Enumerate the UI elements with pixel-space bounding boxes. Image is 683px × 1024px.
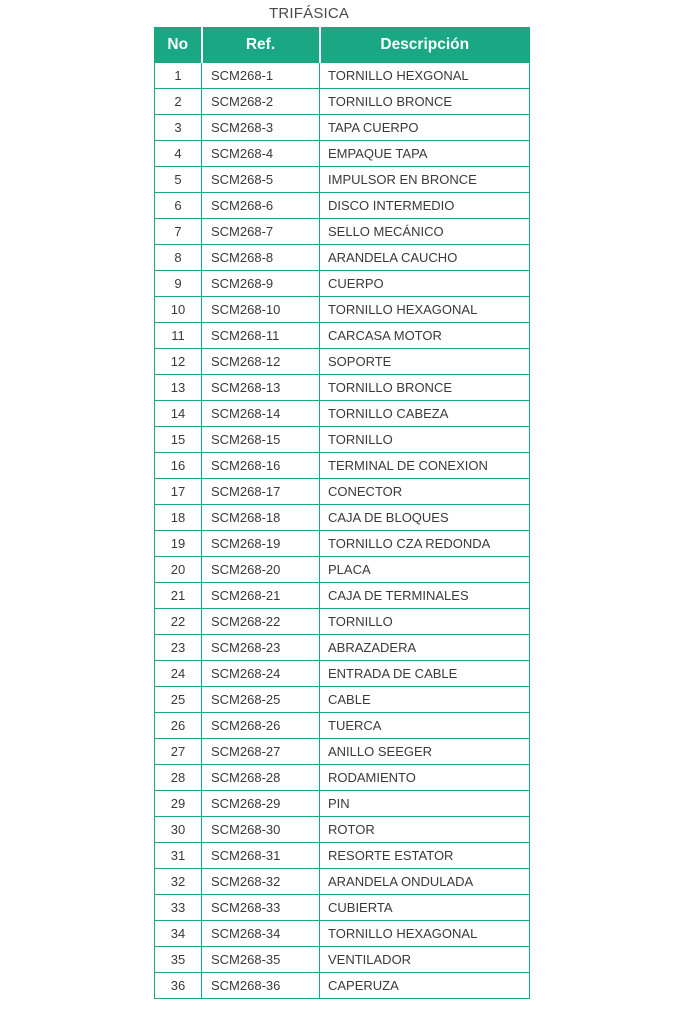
row-description: TORNILLO bbox=[320, 609, 530, 635]
row-number: 6 bbox=[155, 193, 202, 219]
row-number: 20 bbox=[155, 557, 202, 583]
table-row bbox=[155, 453, 530, 479]
table-header bbox=[155, 28, 530, 63]
row-reference: SCM268-32 bbox=[202, 869, 320, 895]
row-description: TORNILLO CZA REDONDA bbox=[320, 531, 530, 557]
table-row bbox=[155, 765, 530, 791]
row-number: 2 bbox=[155, 89, 202, 115]
row-reference: SCM268-27 bbox=[202, 739, 320, 765]
row-description: TERMINAL DE CONEXION bbox=[320, 453, 530, 479]
row-description: SOPORTE bbox=[320, 349, 530, 375]
row-number: 16 bbox=[155, 453, 202, 479]
row-reference: SCM268-21 bbox=[202, 583, 320, 609]
table-row bbox=[155, 531, 530, 557]
row-reference: SCM268-4 bbox=[202, 141, 320, 167]
table-row bbox=[155, 661, 530, 687]
row-reference: SCM268-28 bbox=[202, 765, 320, 791]
row-description: ROTOR bbox=[320, 817, 530, 843]
table-row bbox=[155, 193, 530, 219]
row-number: 15 bbox=[155, 427, 202, 453]
table-row bbox=[155, 947, 530, 973]
row-description: DISCO INTERMEDIO bbox=[320, 193, 530, 219]
table-row bbox=[155, 557, 530, 583]
row-number: 24 bbox=[155, 661, 202, 687]
row-description: RESORTE ESTATOR bbox=[320, 843, 530, 869]
row-reference: SCM268-5 bbox=[202, 167, 320, 193]
row-reference: SCM268-14 bbox=[202, 401, 320, 427]
row-description: TORNILLO HEXAGONAL bbox=[320, 297, 530, 323]
table-row bbox=[155, 843, 530, 869]
table-row bbox=[155, 817, 530, 843]
row-reference: SCM268-26 bbox=[202, 713, 320, 739]
table-row bbox=[155, 375, 530, 401]
row-number: 29 bbox=[155, 791, 202, 817]
row-description: CAJA DE TERMINALES bbox=[320, 583, 530, 609]
table-row bbox=[155, 271, 530, 297]
row-reference: SCM268-33 bbox=[202, 895, 320, 921]
row-number: 30 bbox=[155, 817, 202, 843]
row-number: 35 bbox=[155, 947, 202, 973]
table-row bbox=[155, 583, 530, 609]
row-reference: SCM268-19 bbox=[202, 531, 320, 557]
table-row bbox=[155, 479, 530, 505]
row-description: TORNILLO CABEZA bbox=[320, 401, 530, 427]
row-reference: SCM268-20 bbox=[202, 557, 320, 583]
row-description: RODAMIENTO bbox=[320, 765, 530, 791]
row-reference: SCM268-12 bbox=[202, 349, 320, 375]
row-description: IMPULSOR EN BRONCE bbox=[320, 167, 530, 193]
row-reference: SCM268-15 bbox=[202, 427, 320, 453]
table-row bbox=[155, 895, 530, 921]
table-row bbox=[155, 349, 530, 375]
row-reference: SCM268-3 bbox=[202, 115, 320, 141]
row-description: ARANDELA ONDULADA bbox=[320, 869, 530, 895]
table-body bbox=[155, 63, 530, 999]
row-reference: SCM268-22 bbox=[202, 609, 320, 635]
row-reference: SCM268-30 bbox=[202, 817, 320, 843]
row-number: 10 bbox=[155, 297, 202, 323]
table-row bbox=[155, 297, 530, 323]
row-number: 11 bbox=[155, 323, 202, 349]
row-description: CONECTOR bbox=[320, 479, 530, 505]
row-number: 32 bbox=[155, 869, 202, 895]
column-header-ref: Ref. bbox=[202, 28, 320, 63]
row-number: 12 bbox=[155, 349, 202, 375]
row-reference: SCM268-1 bbox=[202, 63, 320, 89]
table-row bbox=[155, 89, 530, 115]
row-description: CARCASA MOTOR bbox=[320, 323, 530, 349]
row-number: 3 bbox=[155, 115, 202, 141]
row-reference: SCM268-24 bbox=[202, 661, 320, 687]
row-description: PLACA bbox=[320, 557, 530, 583]
table-row bbox=[155, 323, 530, 349]
row-description: PIN bbox=[320, 791, 530, 817]
row-description: CABLE bbox=[320, 687, 530, 713]
row-description: TORNILLO bbox=[320, 427, 530, 453]
table-row bbox=[155, 115, 530, 141]
table-row bbox=[155, 973, 530, 999]
table-row bbox=[155, 401, 530, 427]
row-reference: SCM268-36 bbox=[202, 973, 320, 999]
row-number: 5 bbox=[155, 167, 202, 193]
row-description: CAJA DE BLOQUES bbox=[320, 505, 530, 531]
row-description: VENTILADOR bbox=[320, 947, 530, 973]
row-reference: SCM268-31 bbox=[202, 843, 320, 869]
row-reference: SCM268-25 bbox=[202, 687, 320, 713]
row-reference: SCM268-6 bbox=[202, 193, 320, 219]
header-row bbox=[155, 28, 530, 63]
table-row bbox=[155, 635, 530, 661]
row-description: TORNILLO BRONCE bbox=[320, 375, 530, 401]
row-reference: SCM268-2 bbox=[202, 89, 320, 115]
row-number: 34 bbox=[155, 921, 202, 947]
row-description: CUERPO bbox=[320, 271, 530, 297]
row-description: ENTRADA DE CABLE bbox=[320, 661, 530, 687]
row-reference: SCM268-9 bbox=[202, 271, 320, 297]
table-row bbox=[155, 505, 530, 531]
table-row bbox=[155, 687, 530, 713]
row-description: CAPERUZA bbox=[320, 973, 530, 999]
row-number: 21 bbox=[155, 583, 202, 609]
row-number: 23 bbox=[155, 635, 202, 661]
column-header-description: Descripción bbox=[320, 28, 530, 63]
table-row bbox=[155, 427, 530, 453]
table-row bbox=[155, 141, 530, 167]
row-reference: SCM268-18 bbox=[202, 505, 320, 531]
table-row bbox=[155, 167, 530, 193]
row-reference: SCM268-34 bbox=[202, 921, 320, 947]
column-header-no: No bbox=[155, 28, 202, 63]
row-reference: SCM268-8 bbox=[202, 245, 320, 271]
row-reference: SCM268-10 bbox=[202, 297, 320, 323]
row-reference: SCM268-35 bbox=[202, 947, 320, 973]
row-number: 17 bbox=[155, 479, 202, 505]
row-number: 31 bbox=[155, 843, 202, 869]
row-reference: SCM268-29 bbox=[202, 791, 320, 817]
row-description: TORNILLO HEXAGONAL bbox=[320, 921, 530, 947]
table-row bbox=[155, 921, 530, 947]
row-reference: SCM268-17 bbox=[202, 479, 320, 505]
table-row bbox=[155, 609, 530, 635]
row-number: 8 bbox=[155, 245, 202, 271]
table-row bbox=[155, 791, 530, 817]
row-description: CUBIERTA bbox=[320, 895, 530, 921]
row-reference: SCM268-13 bbox=[202, 375, 320, 401]
row-number: 28 bbox=[155, 765, 202, 791]
table-row bbox=[155, 63, 530, 89]
row-reference: SCM268-11 bbox=[202, 323, 320, 349]
row-number: 22 bbox=[155, 609, 202, 635]
page-title: TRIFÁSICA bbox=[269, 5, 350, 22]
table-row bbox=[155, 869, 530, 895]
row-description: TUERCA bbox=[320, 713, 530, 739]
table-row bbox=[155, 245, 530, 271]
row-number: 9 bbox=[155, 271, 202, 297]
row-number: 26 bbox=[155, 713, 202, 739]
table-row bbox=[155, 739, 530, 765]
row-number: 1 bbox=[155, 63, 202, 89]
row-description: ABRAZADERA bbox=[320, 635, 530, 661]
table-row bbox=[155, 219, 530, 245]
row-number: 14 bbox=[155, 401, 202, 427]
row-reference: SCM268-23 bbox=[202, 635, 320, 661]
row-description: TAPA CUERPO bbox=[320, 115, 530, 141]
row-number: 19 bbox=[155, 531, 202, 557]
row-number: 18 bbox=[155, 505, 202, 531]
row-number: 33 bbox=[155, 895, 202, 921]
row-number: 25 bbox=[155, 687, 202, 713]
row-number: 7 bbox=[155, 219, 202, 245]
row-number: 13 bbox=[155, 375, 202, 401]
row-description: SELLO MECÁNICO bbox=[320, 219, 530, 245]
row-number: 36 bbox=[155, 973, 202, 999]
row-description: TORNILLO BRONCE bbox=[320, 89, 530, 115]
row-description: ARANDELA CAUCHO bbox=[320, 245, 530, 271]
parts-table bbox=[154, 27, 530, 999]
row-description: EMPAQUE TAPA bbox=[320, 141, 530, 167]
row-number: 27 bbox=[155, 739, 202, 765]
row-description: ANILLO SEEGER bbox=[320, 739, 530, 765]
row-reference: SCM268-7 bbox=[202, 219, 320, 245]
table-row bbox=[155, 713, 530, 739]
row-number: 4 bbox=[155, 141, 202, 167]
row-reference: SCM268-16 bbox=[202, 453, 320, 479]
row-description: TORNILLO HEXGONAL bbox=[320, 63, 530, 89]
